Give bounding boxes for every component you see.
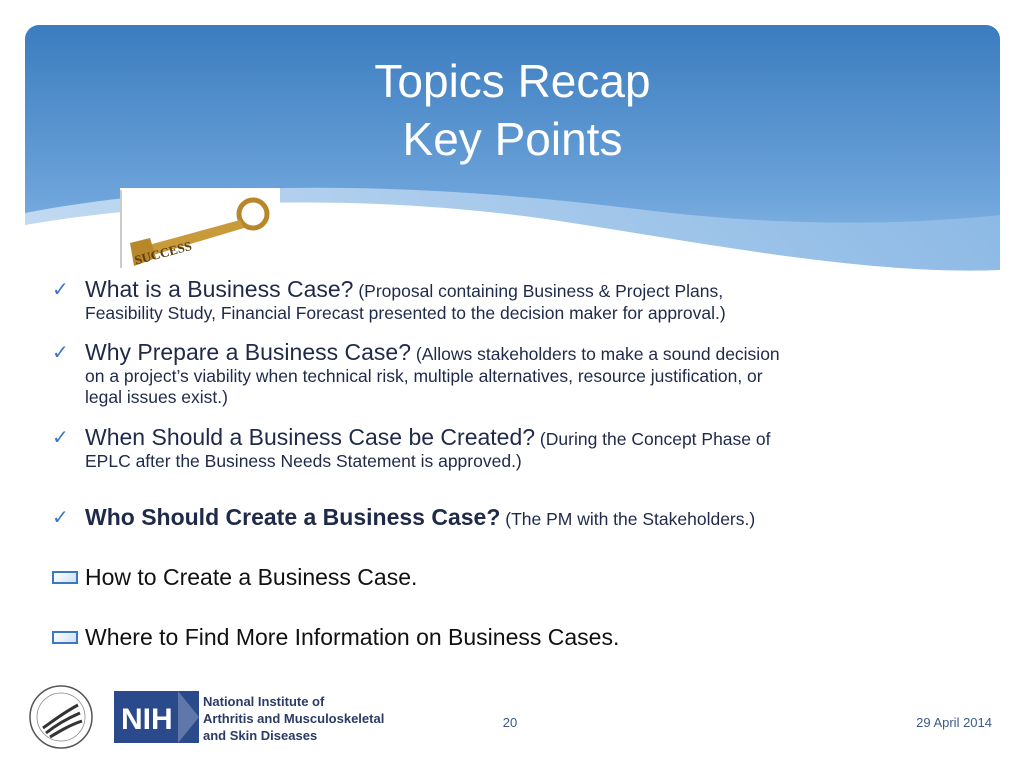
key-engraved-text: SUCCESS	[132, 237, 194, 268]
slide-date: 29 April 2014	[916, 715, 992, 730]
checkbox-icon	[52, 631, 78, 644]
checkbox-icon	[52, 571, 78, 584]
institute-name	[203, 693, 384, 744]
bullet-detail: (Allows stakeholders to make a sound decision	[411, 344, 780, 364]
nih-label: NIH	[121, 703, 173, 736]
bullet-text: Where to Find More Information on Business Cases.	[85, 624, 620, 650]
bullet-question: When Should a Business Case be Created?	[85, 424, 536, 450]
bullet-detail: (The PM with the Stakeholders.)	[500, 509, 756, 529]
checkmark-icon: ✓	[52, 427, 69, 449]
institute-line-1: National Institute of	[203, 694, 325, 709]
institute-line-3: and Skin Diseases	[203, 728, 318, 743]
page-number: 20	[502, 715, 518, 730]
bullet-detail: legal issues exist.)	[85, 387, 228, 407]
bullet-item-how	[52, 564, 932, 591]
success-key-image	[120, 188, 280, 270]
bullet-detail: EPLC after the Business Needs Statement is approved.)	[85, 451, 522, 471]
bullet-detail: Feasibility Study, Financial Forecast presented to the decision maker for approval.)	[85, 303, 726, 323]
bullet-detail: on a project’s viability when technical risk, multiple alternatives, resource justification, or	[85, 366, 763, 386]
bullet-question: What is a Business Case?	[85, 276, 354, 302]
bullet-item-where	[52, 624, 932, 651]
bullet-item-when	[52, 424, 932, 472]
bullet-item-who	[52, 504, 932, 531]
hhs-seal-logo	[30, 686, 92, 748]
bullet-text: How to Create a Business Case.	[85, 564, 418, 590]
title-line-1: Topics Recap	[374, 55, 651, 107]
checkmark-icon: ✓	[52, 507, 69, 529]
checkmark-icon: ✓	[52, 342, 69, 364]
bullet-item-why	[52, 339, 932, 408]
bullet-question: Why Prepare a Business Case?	[85, 339, 411, 365]
title-line-2: Key Points	[402, 113, 623, 165]
bullet-detail: (Proposal containing Business & Project Plans,	[353, 281, 724, 301]
institute-line-2: Arthritis and Musculoskeletal	[203, 711, 385, 726]
footer-logos	[28, 683, 203, 753]
checkmark-icon: ✓	[52, 279, 69, 301]
nih-logo	[114, 691, 199, 743]
slide-title	[25, 52, 1000, 168]
bullet-detail: (During the Concept Phase of	[535, 429, 771, 449]
bullet-question: Who Should Create a Business Case?	[85, 504, 501, 530]
bullet-item-what	[52, 276, 932, 324]
